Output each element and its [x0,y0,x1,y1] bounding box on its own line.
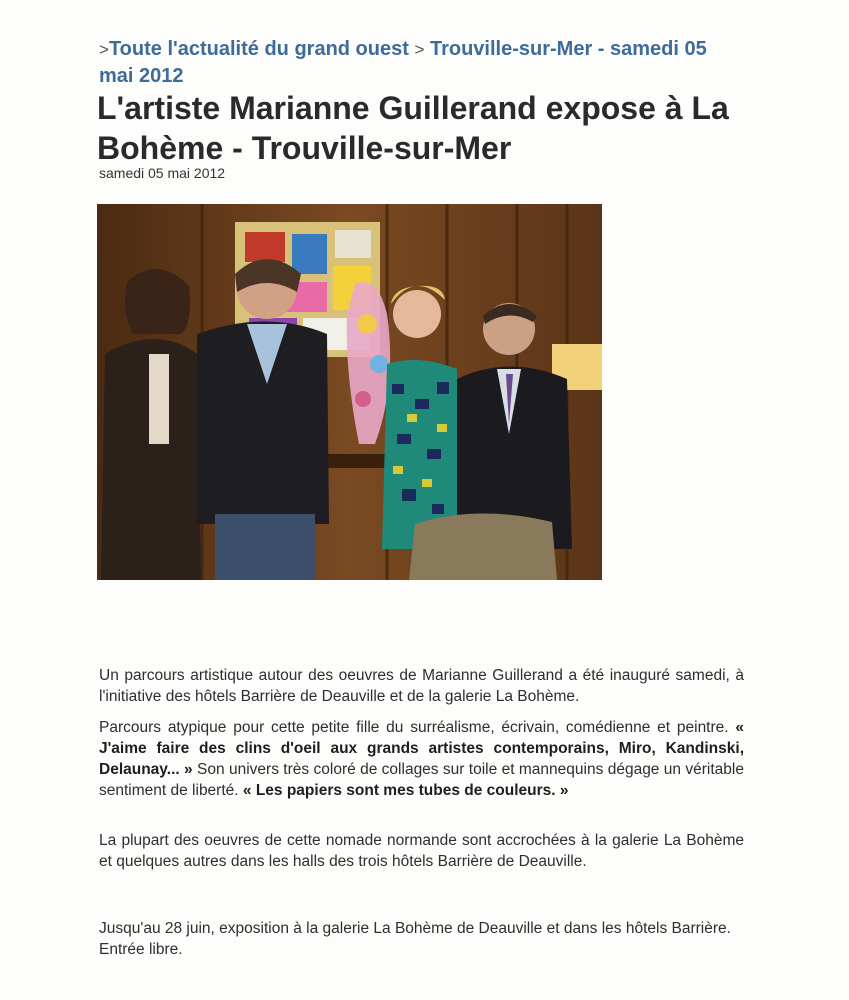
article-paragraph-2 [99,717,744,801]
article-paragraph-1: Un parcours artistique autour des oeuvres de Marianne Guillerand a été inauguré samedi, à l'initiative des hôtels Barrière de Deauville et de la galerie La Bohème. [99,667,744,705]
breadcrumb-link-section[interactable]: Toute l'actualité du grand ouest [108,38,409,60]
article-dateline: samedi 05 mai 2012 [99,165,226,181]
article-photo [97,204,602,580]
quote-2: « Les papiers sont mes tubes de couleurs. » [242,782,569,799]
breadcrumb-separator: > [99,40,109,59]
article-paragraph-4: Jusqu'au 28 juin, exposition à la galerie La Bohème de Deauville et dans les hôtels Barrière. Entrée libre. [99,920,731,958]
breadcrumb-link-location[interactable]: Trouville-sur-Mer - [429,38,605,60]
paragraph-text: Parcours atypique pour cette petite fille du surréalisme, écrivain, comédienne et peintre. [99,719,736,736]
breadcrumb-date: samedi 05 mai 2012 [99,38,707,87]
article-headline: L'artiste Marianne Guillerand expose à La Bohème - Trouville-sur-Mer [97,90,729,166]
quote-1: « J'aime faire des clins d'oeil aux grands artistes contemporains, Miro, Kandinski, Delaunay... » [99,719,744,778]
article-paragraph-3: La plupart des oeuvres de cette nomade normande sont accrochées à la galerie La Bohème et quelques autres dans les halls des trois hôtels Barrière de Deauville. [99,832,744,870]
breadcrumb-separator: > [414,40,425,59]
breadcrumb [99,36,719,89]
photo-illustration [97,204,602,580]
paragraph-text: Son univers très coloré de collages sur toile et mannequins dégage un véritable sentiment de liberté. [99,761,744,799]
